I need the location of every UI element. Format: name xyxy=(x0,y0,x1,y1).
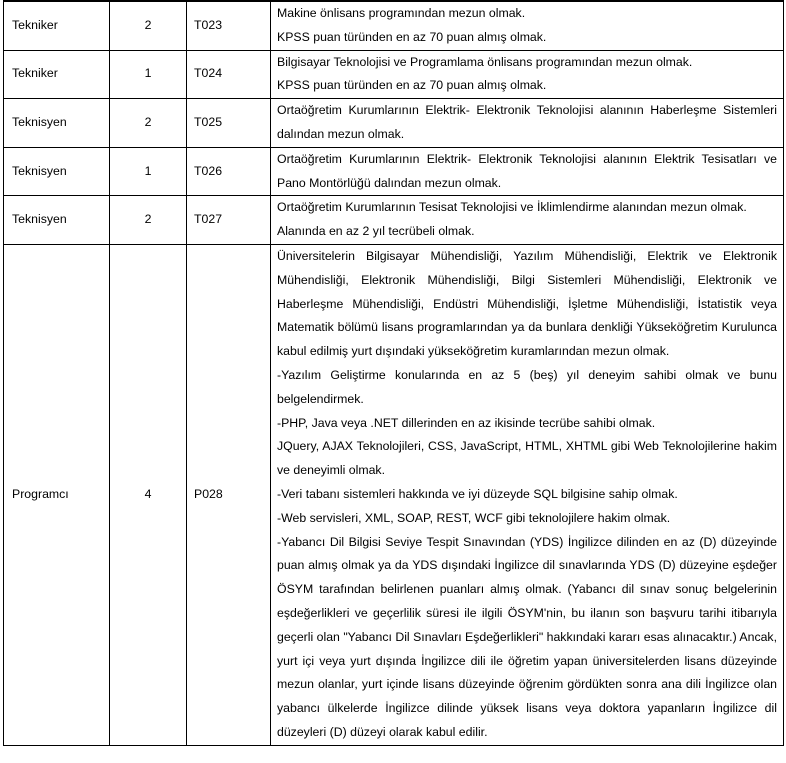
position-code: P028 xyxy=(187,244,271,745)
qualification-text: -Yabancı Dil Bilgisi Seviye Tespit Sınavından (YDS) İngilizce dilinden en az (D) düzeyinde puan almış olmak ya da YDS dışındaki İngilizce dil sınavlarında YDS (D) düzeyine eşdeğer ÖSYM tarafından belirlenen puanları almış olmak. (Yabancı dil sınav sonuç belgelerinin eşdeğerlikleri ve geçerlilik süresi ile ilgili ÖSYM'nin, bu ilanın son başvuru tarihi itibarıyla geçerli olan "Yabancı Dil Sınavları Eşdeğerlikleri" hakkındaki kararı esas alınacaktır.) Ancak, yurt içi veya yurt dışında İngilizce dili ile öğretim yapan üniversitelerden lisans düzeyinde mezun olanlar, yurt içinde lisans düzeyinde öğrenim gördükten sonra ana dili İngilizce olan yabancı ülkelerde İngilizce dilinde yüksek lisans veya doktora yapanların İngilizce dil düzeyleri (D) düzeyi olarak kabul edilir. xyxy=(277,534,777,739)
table-row xyxy=(4,147,784,196)
table-row xyxy=(4,196,784,245)
position-title: Teknisyen xyxy=(4,196,110,245)
qualification-text: JQuery, AJAX Teknolojileri, CSS, JavaScript, HTML, XHTML gibi Web Teknolojilerine hakim ve deneyimli olmak. xyxy=(277,439,777,478)
position-code: T024 xyxy=(187,50,271,99)
position-count: 2 xyxy=(110,196,187,245)
qualification-text: -Veri tabanı sistemleri hakkında ve iyi düzeyde SQL bilgisine sahip olmak. xyxy=(277,486,678,501)
position-code: T026 xyxy=(187,147,271,196)
qualification-text: -Yazılım Geliştirme konularında en az 5 (beş) yıl deneyim sahibi olmak ve bunu belgelendirmek. xyxy=(277,367,777,406)
qualification-text: Ortaöğretim Kurumlarının Tesisat Teknolojisi ve İklimlendirme alanından mezun olmak. xyxy=(277,200,747,215)
position-count: 1 xyxy=(110,147,187,196)
position-count: 2 xyxy=(110,1,187,50)
table-row xyxy=(4,1,784,50)
qualifications-cell xyxy=(271,1,784,50)
qualification-text: Makine önlisans programından mezun olmak. xyxy=(277,6,526,20)
table-row xyxy=(4,244,784,745)
qualification-text: -PHP, Java veya .NET dillerinden en az ikisinde tecrübe sahibi olmak. xyxy=(277,415,656,430)
position-title: Teknisyen xyxy=(4,147,110,196)
table-row xyxy=(4,99,784,148)
qualification-text: Ortaöğretim Kurumlarının Elektrik- Elektronik Teknolojisi alanının Haberleşme Sistemleri dalından mezun olmak. xyxy=(277,103,777,141)
position-title: Teknisyen xyxy=(4,99,110,148)
position-count: 1 xyxy=(110,50,187,99)
qualifications-cell xyxy=(271,196,784,245)
position-title: Tekniker xyxy=(4,50,110,99)
qualification-text: -Web servisleri, XML, SOAP, REST, WCF gibi teknolojilere hakim olmak. xyxy=(277,510,671,525)
table-row xyxy=(4,50,784,99)
qualification-text: Ortaöğretim Kurumlarının Elektrik- Elektronik Teknolojisi alanının Elektrik Tesisatları ve Pano Montörlüğü dalından mezun olmak. xyxy=(277,151,777,190)
position-title: Programcı xyxy=(4,244,110,745)
positions-table xyxy=(3,0,784,746)
qualification-text: KPSS puan türünden en az 70 puan almış olmak. xyxy=(277,29,547,44)
qualifications-cell xyxy=(271,244,784,745)
position-code: T023 xyxy=(187,1,271,50)
position-title: Tekniker xyxy=(4,1,110,50)
position-count: 4 xyxy=(110,244,187,745)
qualification-text: Alanında en az 2 yıl tecrübeli olmak. xyxy=(277,224,475,239)
qualification-text: Üniversitelerin Bilgisayar Mühendisliği, Yazılım Mühendisliği, Elektrik ve Elektronik Mühendisliği, Elektronik Mühendisliği, Bilgi Sistemleri Mühendisliği, Elektronik ve Haberleşme Mühendisliği, Endüstri Mühendisliği, İşletme Mühendisliği, İstatistik veya Matematik bölümü lisans programlarından ya da bunlara denkliği Yükseköğretim Kurulunca kabul edilmiş yurt dışındaki yükseköğretim kuramlarından mezun olmak. xyxy=(277,248,777,359)
qualifications-cell xyxy=(271,147,784,196)
position-code: T027 xyxy=(187,196,271,245)
position-count: 2 xyxy=(110,99,187,148)
qualifications-cell xyxy=(271,50,784,99)
qualifications-cell xyxy=(271,99,784,148)
qualification-text: Bilgisayar Teknolojisi ve Programlama önlisans programından mezun olmak. xyxy=(277,54,693,69)
position-code: T025 xyxy=(187,99,271,148)
qualification-text: KPSS puan türünden en az 70 puan almış olmak. xyxy=(277,78,547,93)
